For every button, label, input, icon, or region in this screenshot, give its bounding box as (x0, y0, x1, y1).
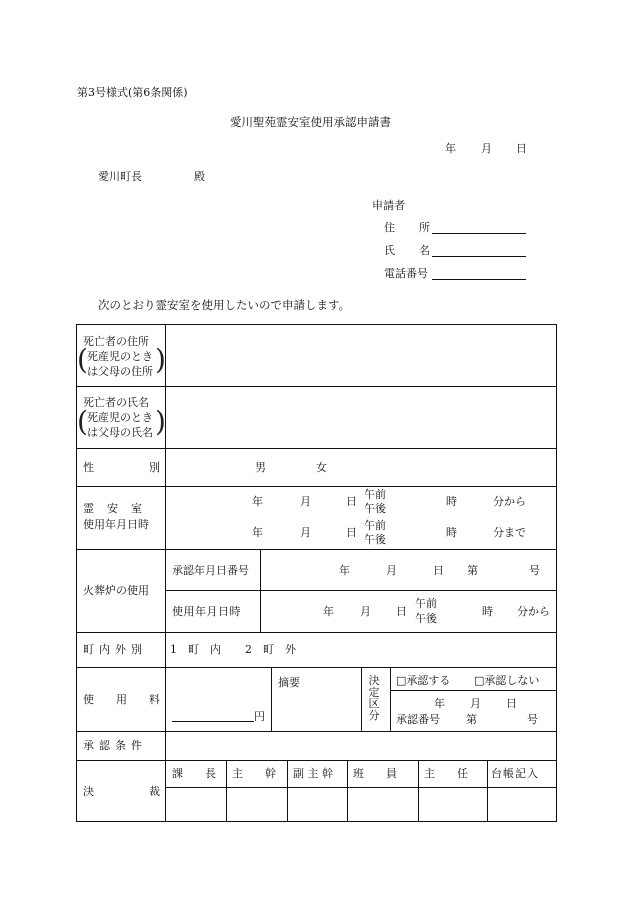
approval-col-chief-officer: 主 幹 (232, 767, 276, 780)
room-from-year: 年 (252, 495, 263, 508)
town-outside-option[interactable]: 2 町 外 (245, 643, 296, 656)
approval-number-suffix: 号 (529, 564, 540, 577)
deceased-name-field[interactable] (170, 392, 552, 444)
gender-label-2: 別 (149, 461, 160, 474)
decision-year: 年 (434, 697, 445, 710)
yen-unit: 円 (254, 710, 265, 723)
name-label-1: 氏 (384, 244, 395, 257)
usage-pm[interactable]: 午後 (415, 612, 437, 625)
name-label-2: 名 (419, 244, 430, 257)
approval-col-supervisor: 主 任 (424, 767, 468, 780)
address-label-1: 住 (384, 221, 395, 234)
usage-year: 年 (323, 605, 334, 618)
usage-datetime-label: 使用年月日時 (172, 605, 241, 618)
stillbirth-note-1: 死産児のとき (87, 350, 153, 363)
usage-day: 日 (396, 605, 407, 618)
room-datetime-label: 使用年月日時 (83, 518, 149, 531)
crematory-label: 火葬炉の使用 (83, 584, 149, 597)
room-until-minute: 分まで (493, 526, 526, 539)
town-label: 町内外別 (83, 643, 147, 656)
fee-label-1: 使 (83, 693, 94, 706)
close-paren-icon: ) (155, 343, 166, 376)
date-month: 月 (481, 142, 492, 155)
fee-label-3: 料 (149, 693, 160, 706)
town-inside-option[interactable]: 1 町 内 (170, 643, 221, 656)
approval-col-deputy-chief: 副 主 幹 (293, 767, 333, 780)
stamp-box-deputy-chief[interactable] (290, 790, 344, 820)
close-paren-icon: ) (155, 405, 166, 438)
date-day: 日 (516, 142, 527, 155)
approval-date-number-label: 承認年月日番号 (172, 564, 249, 577)
room-from-month: 月 (300, 495, 311, 508)
room-until-month: 月 (300, 526, 311, 539)
stamp-box-ledger[interactable] (490, 790, 554, 820)
date-year: 年 (445, 142, 456, 155)
room-from-minute: 分から (493, 495, 526, 508)
fee-label-2: 用 (116, 693, 127, 706)
room-from-hour: 時 (446, 495, 457, 508)
stamp-box-staff[interactable] (350, 790, 415, 820)
room-until-day: 日 (346, 526, 357, 539)
usage-hour: 時 (482, 605, 493, 618)
deceased-name-label: 死亡者の氏名 (83, 396, 149, 409)
approval-month: 月 (386, 564, 397, 577)
stillbirth-name-note-2: は父母の氏名 (87, 426, 153, 439)
usage-from: 分から (517, 605, 550, 618)
room-until-year: 年 (252, 526, 263, 539)
stillbirth-note-2: は父母の住所 (87, 365, 153, 378)
stamp-box-chief-officer[interactable] (229, 790, 284, 820)
room-from-pm[interactable]: 午後 (364, 502, 386, 515)
room-label: 霊 安 室 (83, 502, 143, 515)
deceased-address-field[interactable] (170, 330, 552, 382)
conditions-field[interactable] (170, 735, 552, 757)
address-label-2: 所 (419, 221, 430, 234)
approval-year: 年 (339, 564, 350, 577)
deceased-address-label: 死亡者の住所 (83, 335, 149, 348)
approve-checkbox[interactable]: □承認する (396, 674, 451, 687)
intro-text: 次のとおり霊安室を使用したいので申請します。 (98, 298, 351, 312)
stillbirth-name-note-1: 死産児のとき (87, 411, 153, 424)
decision-day: 日 (506, 697, 517, 710)
room-until-am[interactable]: 午前 (364, 519, 386, 532)
approval-col-section-chief: 課 長 (172, 767, 216, 780)
form-label: 第3号様式(第6条関係) (77, 86, 188, 99)
addressee-honorific: 殿 (194, 170, 205, 183)
room-from-am[interactable]: 午前 (364, 488, 386, 501)
open-paren-icon: ( (77, 405, 88, 438)
gender-female-option[interactable]: 女 (316, 461, 327, 474)
name-field[interactable] (432, 256, 526, 257)
disapprove-checkbox[interactable]: □承認しない (474, 674, 540, 687)
approval-day: 日 (433, 564, 444, 577)
open-paren-icon: ( (77, 343, 88, 376)
approval-label-2: 裁 (149, 785, 160, 798)
conditions-label: 承認条件 (83, 739, 147, 752)
applicant-heading: 申請者 (372, 199, 405, 212)
usage-am[interactable]: 午前 (415, 597, 437, 610)
approval-col-staff: 班 員 (353, 767, 397, 780)
fee-amount-field[interactable] (172, 721, 254, 722)
usage-month: 月 (360, 605, 371, 618)
address-field[interactable] (432, 233, 526, 234)
addressee-name: 愛川町長 (98, 170, 142, 183)
room-until-pm[interactable]: 午後 (364, 533, 386, 546)
approval-no-suffix: 号 (527, 713, 538, 726)
decision-label: 決定区分 (368, 674, 380, 722)
form-title: 愛川聖苑霊安室使用承認申請書 (230, 115, 391, 129)
stamp-box-section-chief[interactable] (168, 790, 223, 820)
approval-number-label: 承認番号 (396, 713, 440, 726)
decision-month: 月 (470, 697, 481, 710)
approval-label-1: 決 (83, 785, 94, 798)
gender-label-1: 性 (83, 461, 94, 474)
gender-male-option[interactable]: 男 (255, 461, 266, 474)
room-from-day: 日 (346, 495, 357, 508)
approval-number-prefix: 第 (467, 564, 478, 577)
room-until-hour: 時 (446, 526, 457, 539)
approval-no-prefix: 第 (466, 713, 477, 726)
phone-field[interactable] (432, 279, 526, 280)
approval-col-ledger: 台帳記入 (491, 767, 539, 780)
stamp-box-supervisor[interactable] (421, 790, 484, 820)
summary-label: 摘要 (278, 676, 300, 689)
phone-label: 電話番号 (384, 267, 428, 280)
